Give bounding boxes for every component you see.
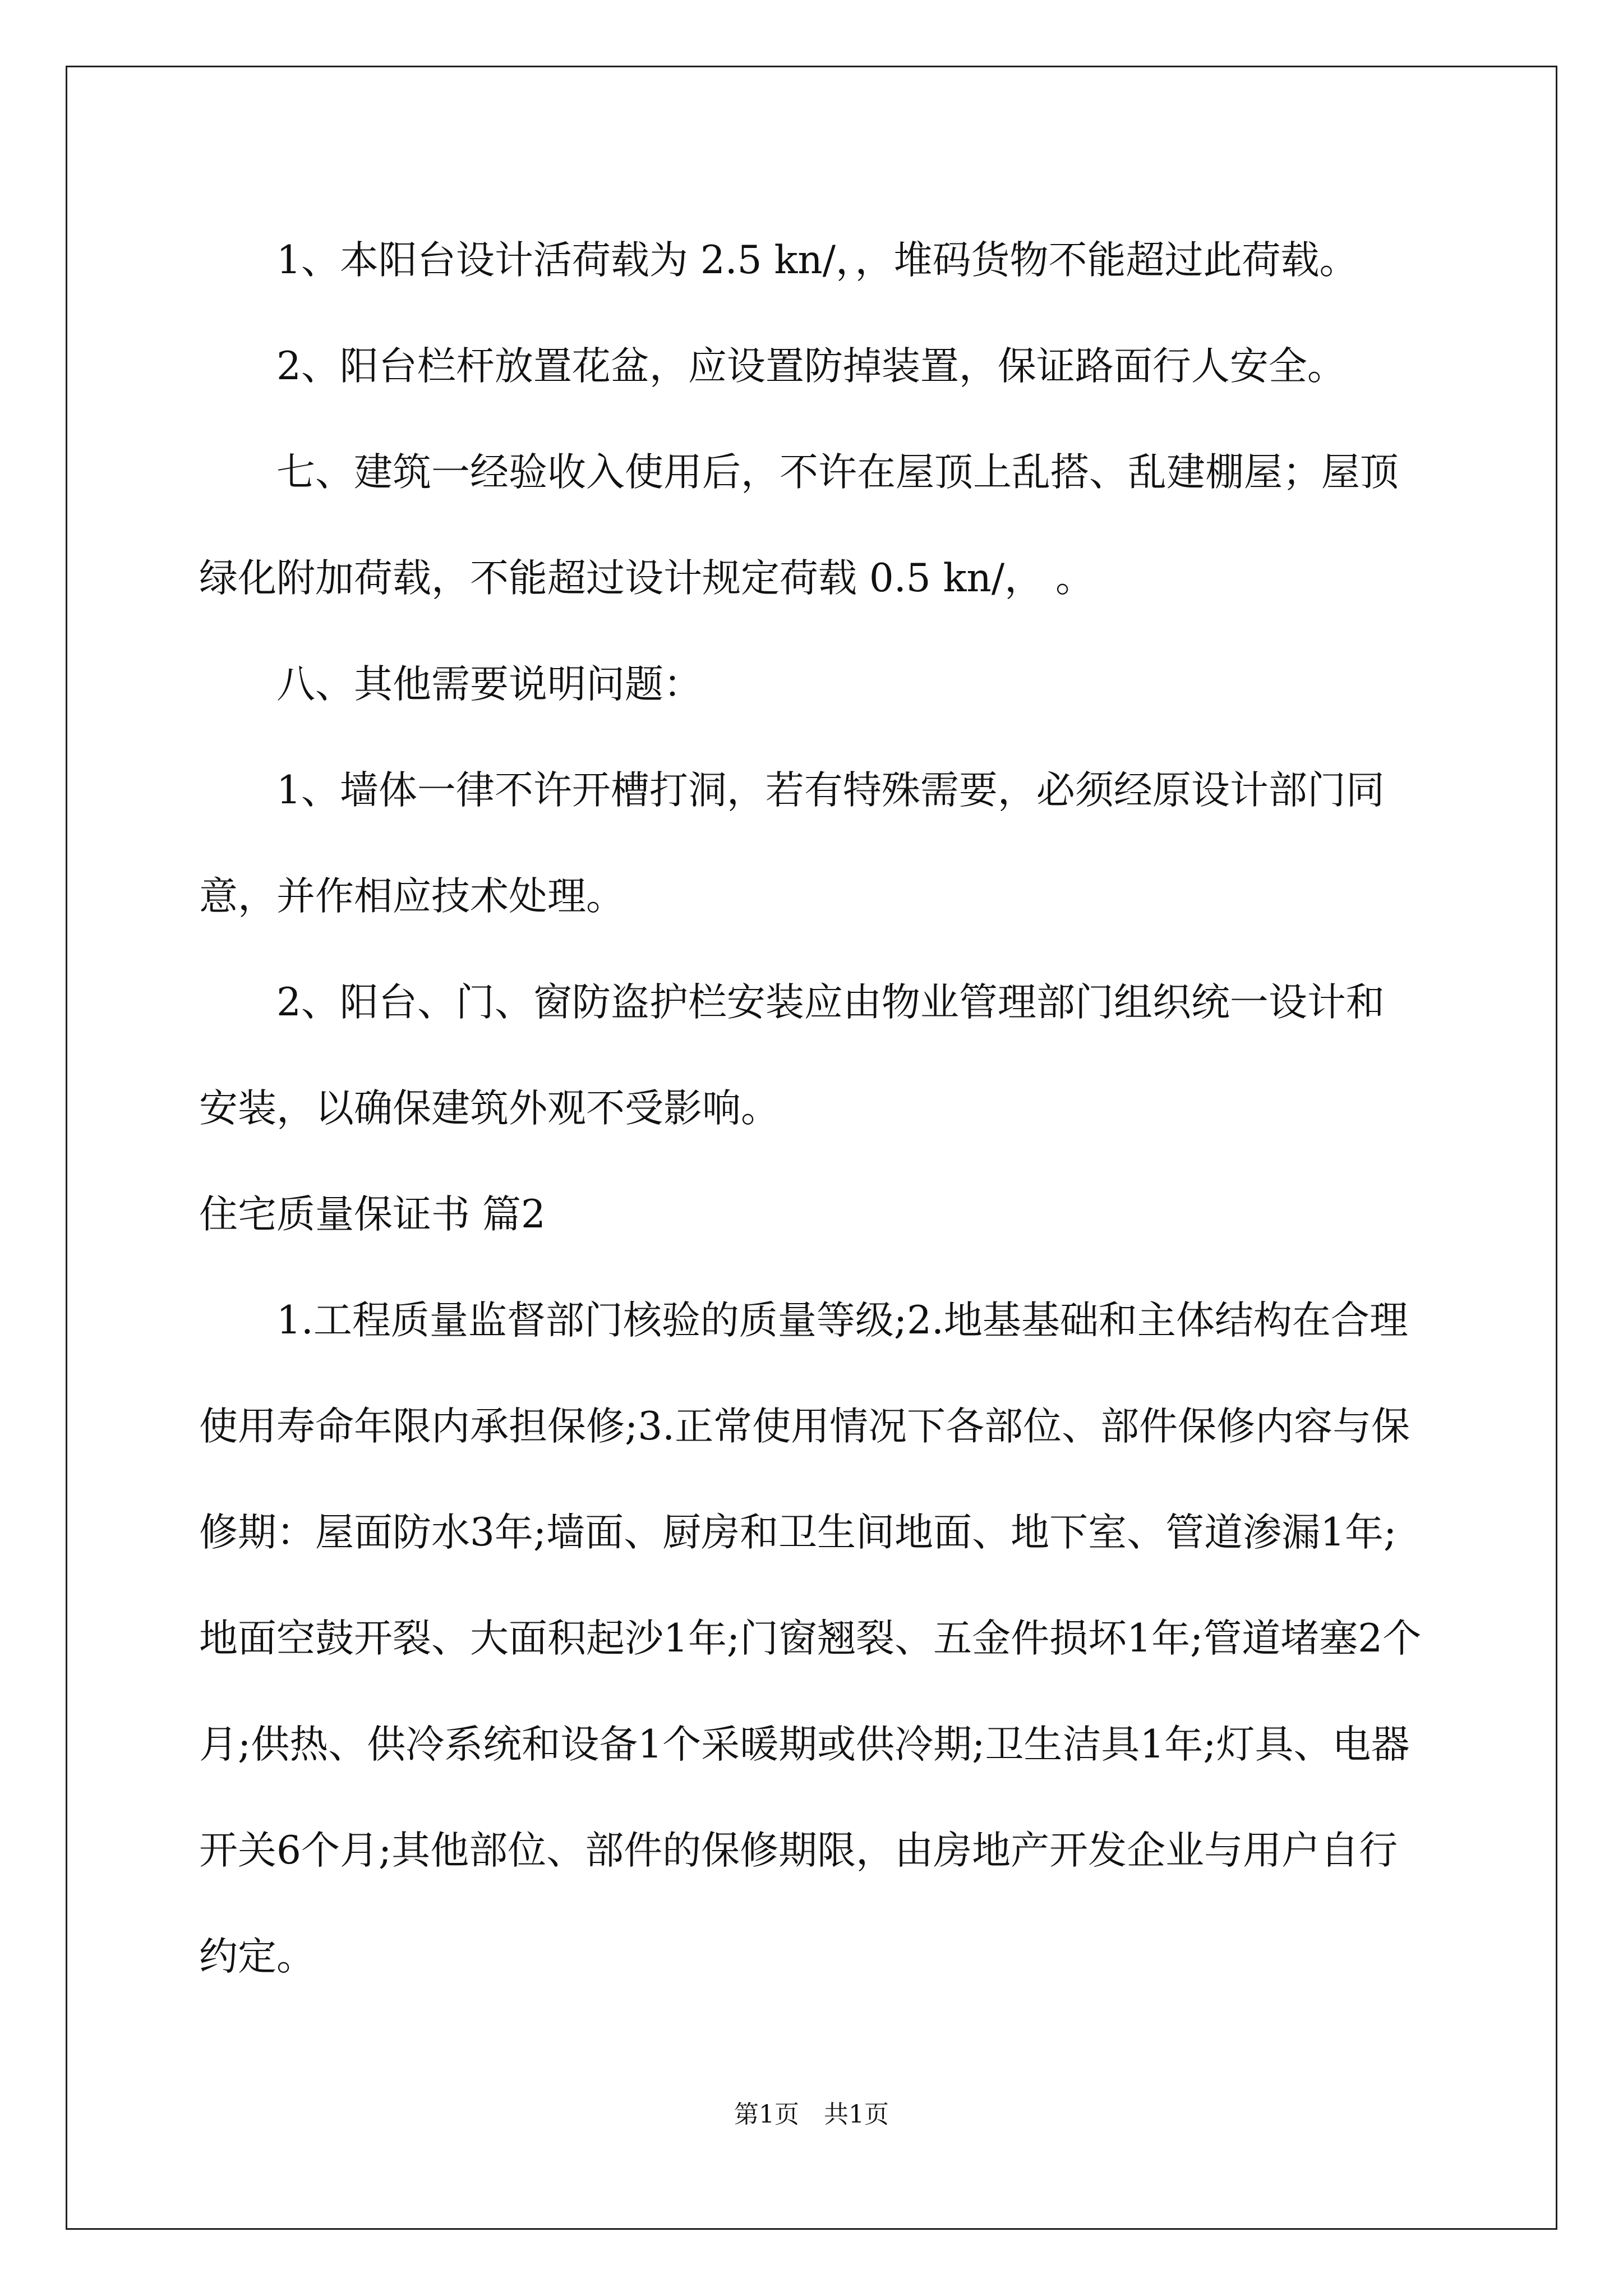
paragraph-balcony-railing: 2、阳台栏杆放置花盆，应设置防掉装置，保证路面行人安全。 <box>276 344 1346 389</box>
paragraph-wall-rule: 1、墙体一律不许开槽打洞，若有特殊需要，必须经原设计部门同意，并作相应技术处理。 <box>199 768 1385 919</box>
paragraph-balcony-load: 1、本阳台设计活荷载为 2.5 kn/，，堆码货物不能超过此荷载。 <box>276 238 1358 283</box>
document-body <box>199 208 1422 2010</box>
paragraph-security-rail: 2、阳台、门、窗防盗护栏安装应由物业管理部门组织统一设计和安装，以确保建筑外观不受影响。 <box>199 980 1385 1131</box>
paragraph-other-notes-heading: 八、其他需要说明问题： <box>276 662 702 707</box>
page-footer: 第1页 共1页 <box>734 2100 889 2129</box>
paragraph-roof-usage: 七、建筑一经验收入使用后，不许在屋顶上乱搭、乱建棚屋；屋顶绿化附加荷载，不能超过设计规定荷载 0.5 kn/， 。 <box>199 450 1399 601</box>
paragraph-warranty-terms: 1.工程质量监督部门核验的质量等级;2.地基基础和主体结构在合理使用寿命年限内承担保修;3.正常使用情况下各部位、部件保修内容与保修期：屋面防水3年;墙面、厨房和卫生间地面、地下室、管道渗漏1年;地面空鼓开裂、大面积起沙1年;门窗翘裂、五金件损坏1年;管道堵塞2个月;供热、供冷系统和设备1个采暖期或供冷期;卫生洁具1年;灯具、电器开关6个月;其他部位、部件的保修期限，由房地产开发企业与用户自行约定。 <box>199 1298 1422 1979</box>
section-heading: 住宅质量保证书 篇2 <box>199 1192 546 1237</box>
